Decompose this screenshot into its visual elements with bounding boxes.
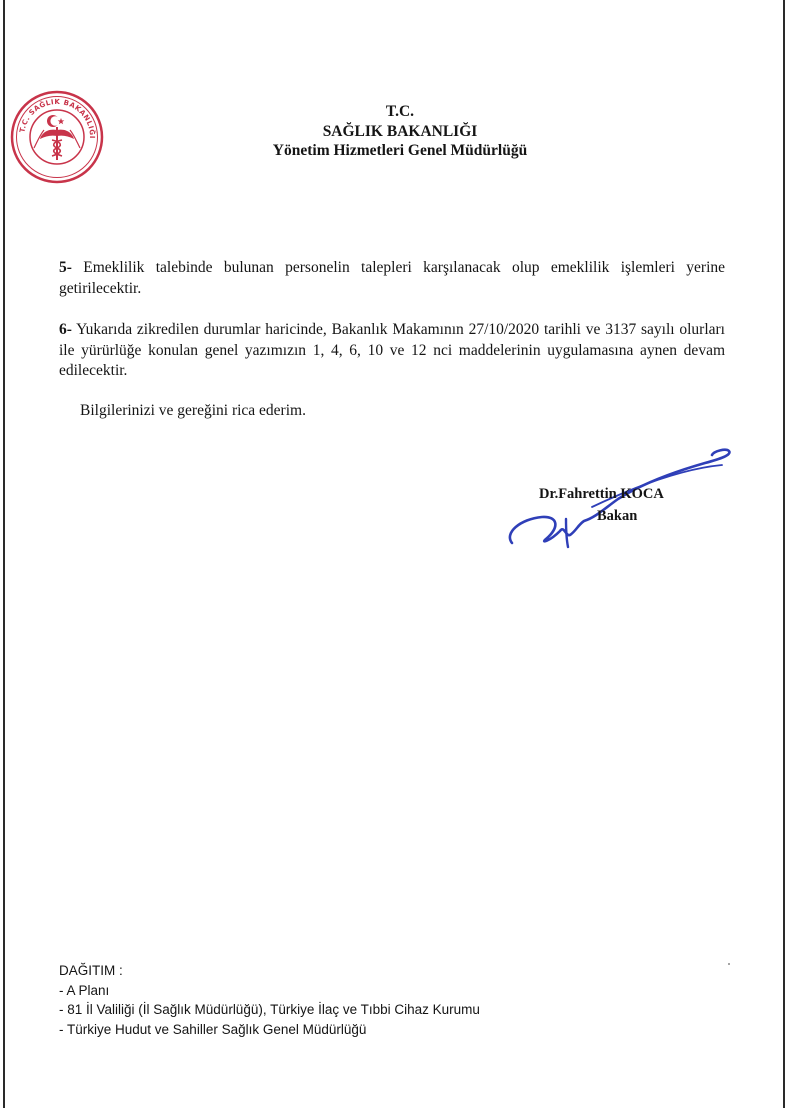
seal-ring-text: T.C. SAĞLIK BAKANLIĞI	[18, 97, 97, 139]
header-directorate: Yönetim Hizmetleri Genel Müdürlüğü	[272, 142, 528, 159]
closing-line: Bilgilerinizi ve gereğini rica ederim.	[80, 402, 306, 419]
ministry-seal-icon	[10, 90, 104, 184]
distribution-list	[59, 961, 480, 1039]
distribution-item: - A Planı	[59, 982, 110, 998]
paragraph-6-text: Yukarıda zikredilen durumlar haricinde, Bakanlık Makamının 27/10/2020 tarihli ve 3137 sayılı olurları ile yürürlüğe konulan genel yazımızın 1, 4, 6, 10 ve 12 nci maddelerinin uygulamasına aynen devam edilecektir.	[59, 321, 725, 379]
header-tc: T.C.	[385, 103, 415, 120]
paragraph-5-text: Emeklilik talebinde bulunan personelin talepleri karşılanacak olup emeklilik işlemleri yerine getirilecektir.	[59, 259, 726, 297]
signatory-title: Bakan	[597, 508, 638, 524]
scan-speck	[728, 963, 730, 965]
paragraph-5-number: 5-	[59, 259, 72, 276]
signatory-name: Dr.Fahrettin KOCA	[539, 486, 664, 502]
distribution-item: - 81 İl Valiliği (İl Sağlık Müdürlüğü), Türkiye İlaç ve Tıbbi Cihaz Kurumu	[59, 1002, 480, 1017]
paragraph-6-number: 6-	[59, 321, 72, 338]
distribution-heading: DAĞITIM :	[59, 963, 123, 978]
distribution-item: - Türkiye Hudut ve Sahiller Sağlık Genel Müdürlüğü	[59, 1021, 367, 1037]
paragraph-5	[59, 258, 725, 299]
letter-header	[200, 102, 600, 161]
paragraph-6	[59, 320, 725, 382]
header-ministry: SAĞLIK BAKANLIĞI	[322, 122, 478, 140]
